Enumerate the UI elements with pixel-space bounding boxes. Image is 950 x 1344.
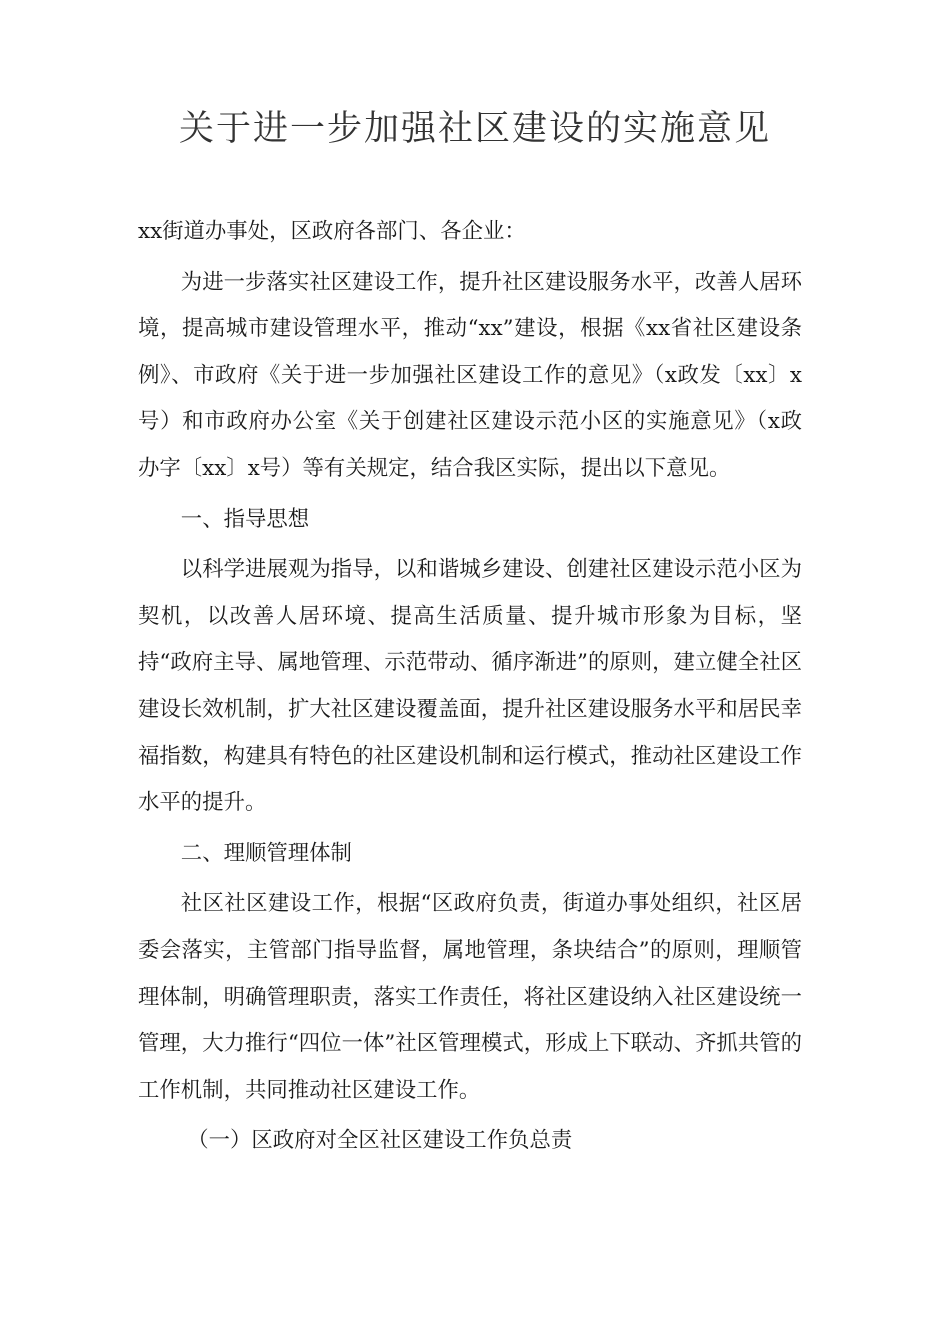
salutation: xx街道办事处，区政府各部门、各企业： (138, 219, 526, 244)
document-title: 关于进一步加强社区建设的实施意见 (178, 109, 771, 149)
section-heading-management-system: 二、理顺管理体制 (180, 840, 352, 866)
document-body (138, 209, 802, 1165)
section-body-guiding-ideology: 以科学进展观为指导，以和谐城乡建设、创建社区建设示范小区为契机，以改善人居环境、提高生活质量、提升城市形象为目标，坚持“政府主导、属地管理、示范带动、循序渐进”的原则，建立健全社区建设长效机制，扩大社区建设覆盖面，提升社区建设服务水平和居民幸福指数，构建具有特色的社区建设机制和运行模式，推动社区建设工作水平的提升。 (138, 557, 802, 816)
section-body-management-system: 社区社区建设工作，根据“区政府负责，街道办事处组织，社区居委会落实，主管部门指导监督，属地管理，条块结合”的原则，理顺管理体制，明确管理职责，落实工作责任，将社区建设纳入社区建设统一管理，大力推行“四位一体”社区管理模式，形成上下联动、齐抓共管的工作机制，共同推动社区建设工作。 (138, 891, 802, 1103)
intro-paragraph: 为进一步落实社区建设工作，提升社区建设服务水平，改善人居环境，提高城市建设管理水平，推动“xx”建设，根据《xx省社区建设条例》、市政府《关于进一步加强社区建设工作的意见》（x政发〔xx〕x号）和市政府办公室《关于创建社区建设示范小区的实施意见》（x政办字〔xx〕x号）等有关规定，结合我区实际，提出以下意见。 (138, 269, 802, 481)
subsection-heading-district-government: （一）区政府对全区社区建设工作负总责 (187, 1128, 573, 1154)
section-heading-guiding-ideology: 一、指导思想 (180, 506, 310, 532)
